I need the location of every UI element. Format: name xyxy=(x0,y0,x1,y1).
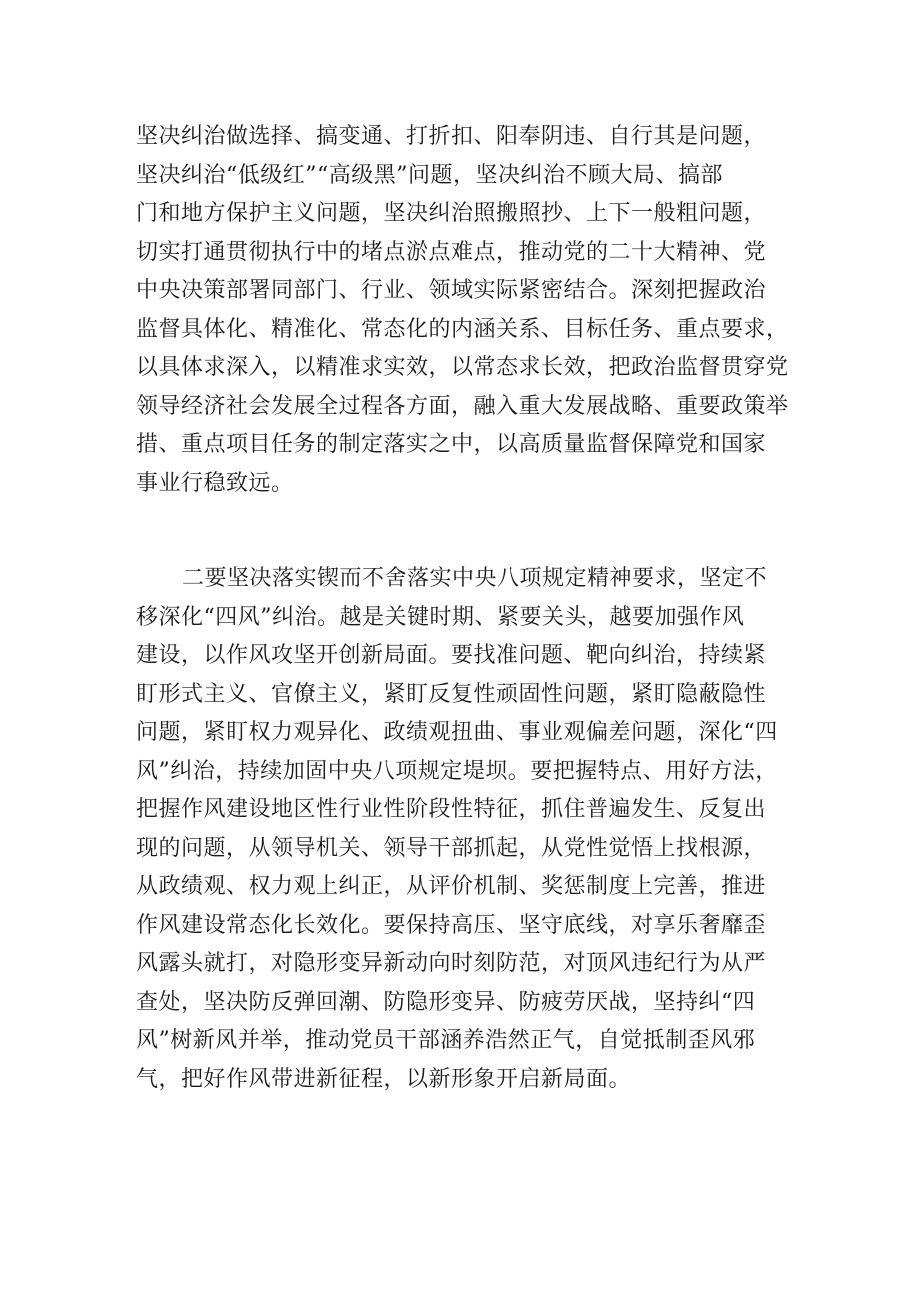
paragraph-line: 以具体求深入，以精准求实效，以常态求长效，把政治监督贯穿党 xyxy=(136,355,789,380)
paragraph-line: 盯形式主义、官僚主义，紧盯反复性顽固性问题，紧盯隐蔽隐性 xyxy=(136,681,767,707)
paragraph-1 xyxy=(136,118,796,503)
paragraph-line: 移深化“四风”纠治。越是关键时期、紧要关头，越要加强作风 xyxy=(136,604,745,630)
paragraph-line: 监督具体化、精准化、常态化的内涵关系、目标任务、重点要求， xyxy=(136,316,789,342)
paragraph-line: 措、重点项目任务的制定落实之中，以高质量监督保障党和国家 xyxy=(136,432,767,457)
paragraph-line: 气，把好作风带进新征程，以新形象开启新局面。 xyxy=(136,1066,632,1092)
paragraph-line: 坚决纠治做选择、搞变通、打折扣、阳奉阴违、自行其是问题， xyxy=(136,124,767,149)
paragraph-line: 切实打通贯彻执行中的堵点淤点难点，推动党的二十大精神、党 xyxy=(136,239,767,265)
paragraph-line: 现的问题，从领导机关、领导干部抓起，从党性觉悟上找根源， xyxy=(136,835,767,861)
paragraph-2 xyxy=(136,560,796,1099)
paragraph-line: 门和地方保护主义问题，坚决纠治照搬照抄、上下一般粗问题， xyxy=(136,201,767,226)
paragraph-line: 查处，坚决防反弹回潮、防隐形变异、防疲劳厌战，坚持纠“四 xyxy=(136,989,756,1015)
paragraph-line: 从政绩观、权力观上纠正，从评价机制、奖惩制度上完善，推进 xyxy=(136,874,767,899)
paragraph-first-line: 二要坚决落实锲而不舍落实中央八项规定精神要求，坚定不 xyxy=(182,566,768,591)
paragraph-line: 事业行稳致远。 xyxy=(136,470,294,496)
paragraph-line: 风露头就打，对隐形变异新动向时刻防范，对顶风违纪行为从严 xyxy=(136,951,767,976)
paragraph-line: 风”纠治，持续加固中央八项规定堤坝。要把握特点、用好方法， xyxy=(136,758,778,784)
paragraph-line: 把握作风建设地区性行业性阶段性特征，抓住普遍发生、反复出 xyxy=(136,797,767,822)
paragraph-line: 问题，紧盯权力观异化、政绩观扭曲、事业观偏差问题，深化“四 xyxy=(136,720,778,745)
paragraph-line: 中央决策部署同部门、行业、领域实际紧密结合。深刻把握政治 xyxy=(136,278,767,303)
paragraph-line: 风”树新风并举，推动党员干部涵养浩然正气，自觉抵制歪风邪 xyxy=(136,1028,756,1053)
paragraph-line: 坚决纠治“低级红”“高级黑”问题，坚决纠治不顾大局、搞部 xyxy=(136,162,723,188)
paragraph-line: 领导经济社会发展全过程各方面，融入重大发展战略、重要政策举 xyxy=(136,393,789,419)
paragraph-line: 建设，以作风攻坚开创新局面。要找准问题、靶向纠治，持续紧 xyxy=(136,643,767,668)
paragraph-line: 作风建设常态化长效化。要保持高压、坚守底线，对享乐奢靡歪 xyxy=(136,912,767,938)
